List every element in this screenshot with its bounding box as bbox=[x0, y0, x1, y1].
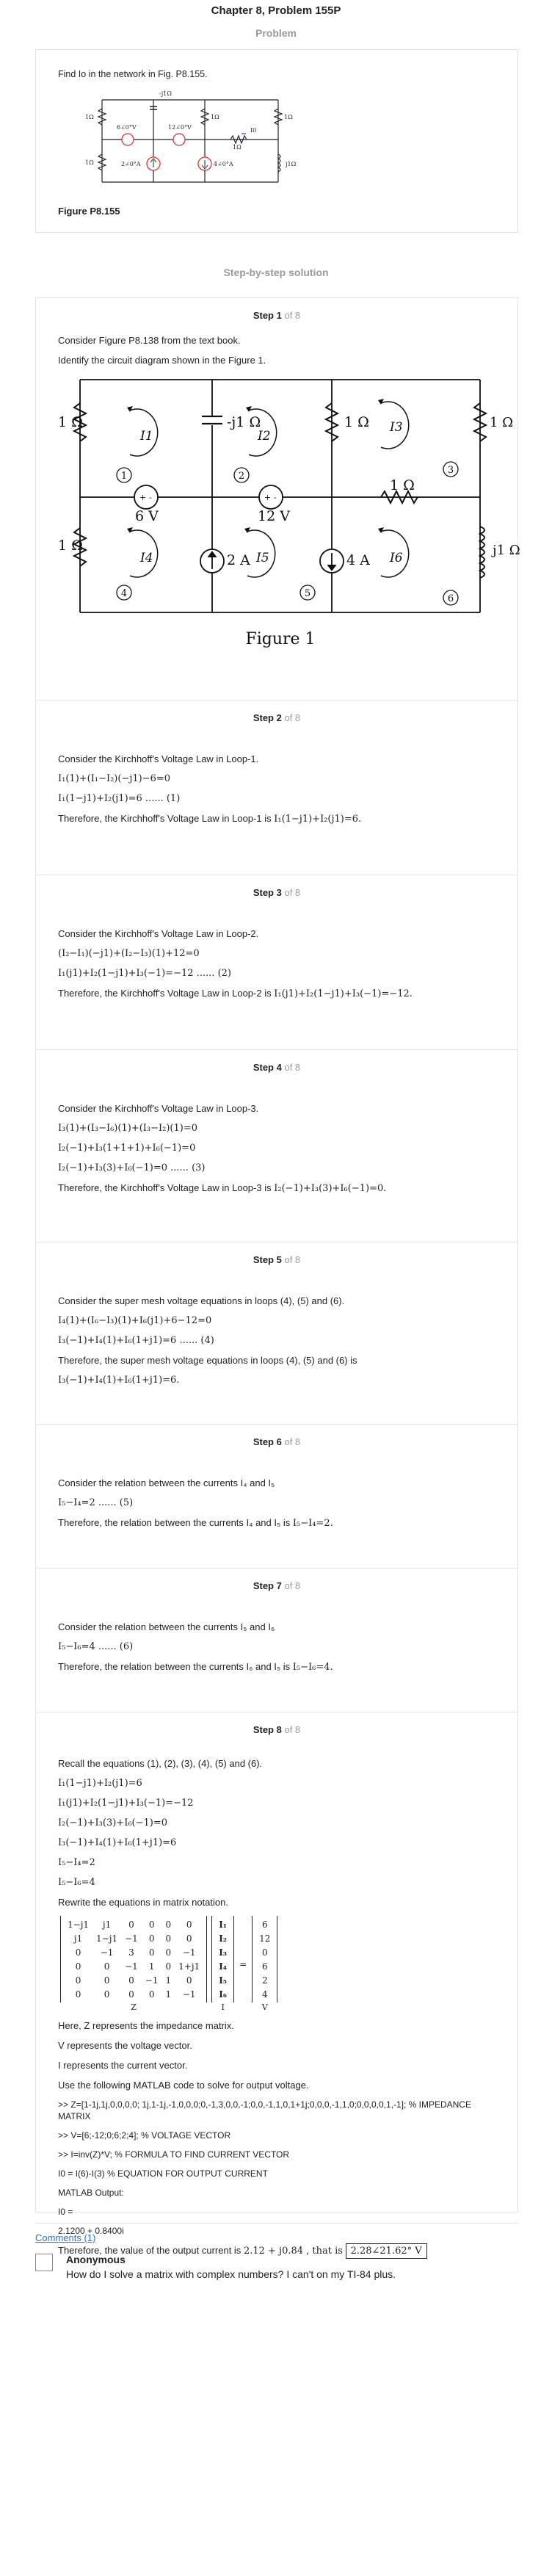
equation: I₅−I₆=4 ...... (6) bbox=[58, 1641, 134, 1652]
step-conclusion: Therefore, the relation between the currents I₆ and I₅ is I₅−I₆=4. bbox=[58, 1661, 333, 1673]
equation: I₂(−1)+I₃(1+1+1)+I₆(−1)=0 bbox=[58, 1143, 196, 1154]
step-heading: Step 2 of 8 bbox=[253, 712, 301, 723]
problem-card bbox=[35, 49, 518, 233]
problem-figure-caption: Figure P8.155 bbox=[58, 206, 120, 217]
svg-text:2∠0°A: 2∠0°A bbox=[121, 161, 141, 167]
matlab-code-line: MATLAB Output: bbox=[58, 2188, 124, 2198]
matrix-cell: 0 bbox=[75, 1989, 81, 2000]
step-text: Consider the relation between the currents I₄ and I₅ bbox=[58, 1477, 275, 1488]
matrix-cell: −1 bbox=[125, 1933, 138, 1944]
page-title: Chapter 8, Problem 155P bbox=[211, 4, 341, 17]
step-conclusion: Therefore, the Kirchhoff's Voltage Law in Loop-2 is I₁(j1)+I₂(1−j1)+I₃(−1)=−12. bbox=[58, 988, 413, 999]
svg-text:1 Ω: 1 Ω bbox=[344, 414, 369, 430]
problem-circuit bbox=[58, 87, 352, 197]
problem-text: Find Io in the network in Fig. P8.155. bbox=[58, 69, 208, 79]
matlab-code-line: >> V=[6;-12;0;6;2;4]; % VOLTAGE VECTOR bbox=[58, 2130, 231, 2141]
svg-text:I3: I3 bbox=[390, 420, 403, 435]
step-text: Consider the Kirchhoff's Voltage Law in Loop-1. bbox=[58, 753, 259, 764]
solution-label: Step-by-step solution bbox=[223, 267, 329, 278]
matrix-cell: 0 bbox=[186, 1919, 192, 1930]
step-text: Consider the relation between the currents I₅ and I₆ bbox=[58, 1621, 275, 1632]
matlab-code-line: >> I=inv(Z)*V; % FORMULA TO FIND CURRENT VECTOR bbox=[58, 2149, 290, 2160]
step-heading: Step 5 of 8 bbox=[253, 1254, 301, 1265]
svg-text:1Ω: 1Ω bbox=[211, 114, 219, 120]
step-text: Recall the equations (1), (2), (3), (4), (5) and (6). bbox=[58, 1758, 263, 1769]
current-vector-cell: I₃ bbox=[219, 1947, 228, 1958]
matrix-cell: 0 bbox=[104, 1961, 110, 1972]
current-vector-cell: I₄ bbox=[219, 1961, 228, 1972]
matrix-cell: 0 bbox=[128, 1989, 134, 2000]
svg-text:1 Ω: 1 Ω bbox=[390, 477, 415, 493]
matrix-equation: 1−j1 j1 0 0 0 0 j1 1−j1 −1 0 0 0 0 −1 3 0 0 −1 0 0 −1 1 0 1+j1 0 0 0 −1 1 0 0 0 0 0 1 −1 Z I₁ I₂ I₃ I₄ I₅ I₆ I = 6 12 0 6 2 4 V bbox=[58, 1916, 495, 2012]
svg-text:12∠0°V: 12∠0°V bbox=[168, 124, 192, 131]
matrix-cell: 0 bbox=[75, 1947, 81, 1958]
matrix-cell: 0 bbox=[148, 1933, 155, 1944]
step-conclusion: Therefore, the relation between the currents I₄ and I₅ is I₅−I₄=2. bbox=[58, 1517, 333, 1529]
voltage-vector-cell: 4 bbox=[261, 1989, 268, 2000]
svg-text:6 V: 6 V bbox=[135, 508, 159, 524]
svg-text:3: 3 bbox=[447, 465, 454, 476]
equation: I₂(−1)+I₃(3)+I₆(−1)=0 ...... (3) bbox=[58, 1162, 206, 1173]
svg-text:1Ω: 1Ω bbox=[85, 114, 94, 120]
comment-avatar bbox=[35, 2254, 53, 2271]
equation: I₃(−1)+I₄(1)+I₆(1+j1)=6. bbox=[58, 1375, 180, 1386]
step-text: Consider the super mesh voltage equations in loops (4), (5) and (6). bbox=[58, 1295, 345, 1306]
matrix-cell: 1−j1 bbox=[68, 1919, 90, 1930]
svg-text:4 A: 4 A bbox=[346, 552, 370, 568]
matrix-cell: 0 bbox=[75, 1961, 81, 1972]
svg-text:6∠0°V: 6∠0°V bbox=[117, 124, 137, 131]
equation: I₂(−1)+I₃(3)+I₆(−1)=0 bbox=[58, 1817, 168, 1828]
svg-text:I4: I4 bbox=[140, 551, 153, 565]
matrix-cell: 0 bbox=[148, 1989, 155, 2000]
matlab-code-line: I0 = bbox=[58, 2207, 73, 2217]
svg-text:1 Ω: 1 Ω bbox=[490, 415, 514, 430]
step-heading: Step 4 of 8 bbox=[253, 1062, 301, 1073]
equation: I₃(−1)+I₄(1)+I₆(1+j1)=6 bbox=[58, 1837, 177, 1848]
matrix-cell: j1 bbox=[102, 1919, 112, 1930]
matrix-cell: 1−j1 bbox=[96, 1933, 118, 1944]
matlab-code-line: 2.1200 + 0.8400i bbox=[58, 2226, 124, 2236]
svg-text:I0: I0 bbox=[250, 127, 257, 134]
step-text: Identify the circuit diagram shown in the Figure 1. bbox=[58, 355, 266, 366]
comments-link[interactable]: Comments (1) bbox=[35, 2232, 96, 2243]
current-vector-cell: I₁ bbox=[219, 1919, 228, 1930]
matrix-cell: 0 bbox=[128, 1919, 134, 1930]
svg-text:4∠0°A: 4∠0°A bbox=[214, 161, 233, 167]
equation: I₅−I₄=2 ...... (5) bbox=[58, 1497, 134, 1508]
svg-text:1Ω: 1Ω bbox=[85, 159, 94, 166]
current-vector-cell: I₆ bbox=[219, 1989, 228, 2000]
svg-text:j1Ω: j1Ω bbox=[286, 161, 297, 167]
step-text: Use the following MATLAB code to solve for output voltage. bbox=[58, 2080, 309, 2091]
voltage-vector-cell: 0 bbox=[261, 1947, 268, 1958]
step-text: Consider the Kirchhoff's Voltage Law in Loop-2. bbox=[58, 928, 259, 939]
figure-1-caption: Figure 1 bbox=[245, 630, 316, 648]
voltage-vector-cell: 12 bbox=[259, 1933, 271, 1944]
svg-text:1Ω: 1Ω bbox=[233, 144, 242, 151]
matrix-cell: 0 bbox=[165, 1961, 172, 1972]
equation: I₄(1)+(I₆−I₃)(1)+I₆(j1)+6−12=0 bbox=[58, 1315, 212, 1326]
step-heading: Step 1 of 8 bbox=[253, 310, 301, 321]
problem-label: Problem bbox=[255, 27, 297, 39]
step-text: Here, Z represents the impedance matrix. bbox=[58, 2020, 234, 2031]
step-2 bbox=[36, 701, 518, 875]
svg-text:I5: I5 bbox=[256, 551, 269, 565]
svg-text:I6: I6 bbox=[390, 551, 403, 565]
step-heading: Step 6 of 8 bbox=[253, 1436, 301, 1447]
matrix-cell: −1 bbox=[182, 1947, 196, 1958]
matrix-cell: −1 bbox=[125, 1961, 138, 1972]
step-heading: Step 3 of 8 bbox=[253, 887, 301, 898]
equation: I₁(j1)+I₂(1−j1)+I₃(−1)=−12 ...... (2) bbox=[58, 968, 231, 979]
svg-text:+: + bbox=[139, 493, 147, 502]
matlab-code-line: I0 = I(6)-I(3) % EQUATION FOR OUTPUT CURRENT bbox=[58, 2168, 268, 2179]
equation: I₁(1−j1)+I₂(j1)=6 bbox=[58, 1778, 142, 1789]
step-conclusion: Therefore, the super mesh voltage equations in loops (4), (5) and (6) is bbox=[58, 1355, 357, 1366]
matrix-cell: 0 bbox=[128, 1975, 134, 1986]
step-conclusion: Therefore, the Kirchhoff's Voltage Law in Loop-1 is I₁(1−j1)+I₂(j1)=6. bbox=[58, 813, 362, 825]
matrix-cell: −1 bbox=[182, 1989, 196, 2000]
svg-text:1 Ω: 1 Ω bbox=[58, 538, 83, 554]
matrix-cell: 0 bbox=[165, 1947, 172, 1958]
svg-text:1Ω: 1Ω bbox=[284, 114, 293, 120]
svg-text:-j1 Ω: -j1 Ω bbox=[227, 414, 261, 430]
svg-text:2 A: 2 A bbox=[227, 552, 250, 568]
equation: I₁(1)+(I₁−I₂)(−j1)−6=0 bbox=[58, 773, 171, 784]
step-conclusion: Therefore, the Kirchhoff's Voltage Law in Loop-3 is I₂(−1)+I₃(3)+I₆(−1)=0. bbox=[58, 1182, 387, 1194]
svg-text:6: 6 bbox=[447, 593, 454, 604]
equation: I₅−I₆=4 bbox=[58, 1877, 95, 1888]
voltage-vector-cell: 6 bbox=[261, 1961, 268, 1972]
step-heading: Step 8 of 8 bbox=[253, 1724, 301, 1735]
matrix-cell: 0 bbox=[104, 1975, 110, 1986]
matrix-cell: 1+j1 bbox=[178, 1961, 200, 1972]
matrix-cell: 1 bbox=[148, 1961, 155, 1972]
svg-text:-j1Ω: -j1Ω bbox=[159, 90, 172, 97]
matrix-cell: 1 bbox=[165, 1989, 172, 2000]
matrix-cell: 0 bbox=[148, 1947, 155, 1958]
matrix-cell: 0 bbox=[148, 1919, 155, 1930]
svg-text:5: 5 bbox=[304, 588, 311, 599]
step-text: Consider the Kirchhoff's Voltage Law in Loop-3. bbox=[58, 1103, 259, 1114]
equation: (I₂−I₁)(−j1)+(I₂−I₃)(1)+12=0 bbox=[58, 948, 200, 959]
voltage-vector-cell: 2 bbox=[261, 1975, 268, 1986]
step-text: V represents the voltage vector. bbox=[58, 2040, 192, 2051]
comment-text: How do I solve a matrix with complex numbers? I can't on my TI-84 plus. bbox=[66, 2268, 396, 2280]
svg-text:1 Ω: 1 Ω bbox=[58, 414, 83, 430]
svg-text:1: 1 bbox=[120, 471, 128, 482]
equation: I₃(−1)+I₄(1)+I₆(1+j1)=6 ...... (4) bbox=[58, 1335, 214, 1346]
matrix-cell: 0 bbox=[75, 1975, 81, 1986]
matrix-cell: −1 bbox=[145, 1975, 159, 1986]
svg-text:j1 Ω: j1 Ω bbox=[493, 543, 520, 558]
matlab-code-line: >> Z=[1-1j,1j,0,0,0,0; 1j,1-1j,-1,0,0,0;0,-1,3,0,0,-1;0,0,-1,1,0,1+1j;0,0,0,-1,1,0;0,0,0,0,1,-1]; % IMPEDANCE MATRIX bbox=[58, 2099, 471, 2121]
matrix-cell: −1 bbox=[100, 1947, 114, 1958]
voltage-vector-cell: 6 bbox=[261, 1919, 268, 1930]
comment-author: Anonymous bbox=[66, 2254, 126, 2265]
matrix-cell: 3 bbox=[128, 1947, 134, 1958]
figure-1-circuit bbox=[58, 374, 520, 653]
equation: I₅−I₄=2 bbox=[58, 1857, 95, 1868]
equation: I₁(j1)+I₂(1−j1)+I₃(−1)=−12 bbox=[58, 1798, 194, 1809]
step-7 bbox=[36, 1569, 518, 1712]
svg-text:-: - bbox=[274, 493, 277, 502]
svg-text:I1: I1 bbox=[140, 429, 153, 444]
step-5 bbox=[36, 1242, 518, 1425]
matrix-cell: 0 bbox=[165, 1933, 172, 1944]
svg-text:-: - bbox=[149, 493, 152, 502]
step-1 bbox=[36, 298, 518, 701]
step-4 bbox=[36, 1050, 518, 1242]
equation: I₃(1)+(I₃−I₆)(1)+(I₃−I₂)(1)=0 bbox=[58, 1123, 197, 1134]
matrix-cell: 0 bbox=[104, 1989, 110, 2000]
step-6 bbox=[36, 1425, 518, 1569]
step-text: Rewrite the equations in matrix notation. bbox=[58, 1897, 228, 1908]
step-heading: Step 7 of 8 bbox=[253, 1580, 301, 1591]
matrix-cell: j1 bbox=[73, 1933, 83, 1944]
matrix-cell: 1 bbox=[165, 1975, 172, 1986]
equation: I₁(1−j1)+I₂(j1)=6 ...... (1) bbox=[58, 793, 181, 804]
step-3 bbox=[36, 875, 518, 1050]
final-answer: Therefore, the value of the output current is 2.12 + j0.84 , that is 2.28∠21.62° V bbox=[58, 2244, 495, 2257]
step-text: Consider Figure P8.138 from the text book. bbox=[58, 335, 241, 346]
matrix-cell: 0 bbox=[186, 1933, 192, 1944]
matrix-cell: 0 bbox=[165, 1919, 172, 1930]
step-text: I represents the current vector. bbox=[58, 2060, 188, 2071]
matrix-cell: 0 bbox=[186, 1975, 192, 1986]
svg-text:+: + bbox=[264, 493, 272, 502]
svg-text:I2: I2 bbox=[258, 429, 271, 444]
svg-text:4: 4 bbox=[120, 588, 128, 599]
svg-text:2: 2 bbox=[238, 471, 245, 482]
current-vector-cell: I₅ bbox=[219, 1975, 228, 1986]
comment-item bbox=[35, 2254, 518, 2280]
current-vector-cell: I₂ bbox=[219, 1933, 228, 1944]
svg-text:12 V: 12 V bbox=[258, 508, 290, 524]
